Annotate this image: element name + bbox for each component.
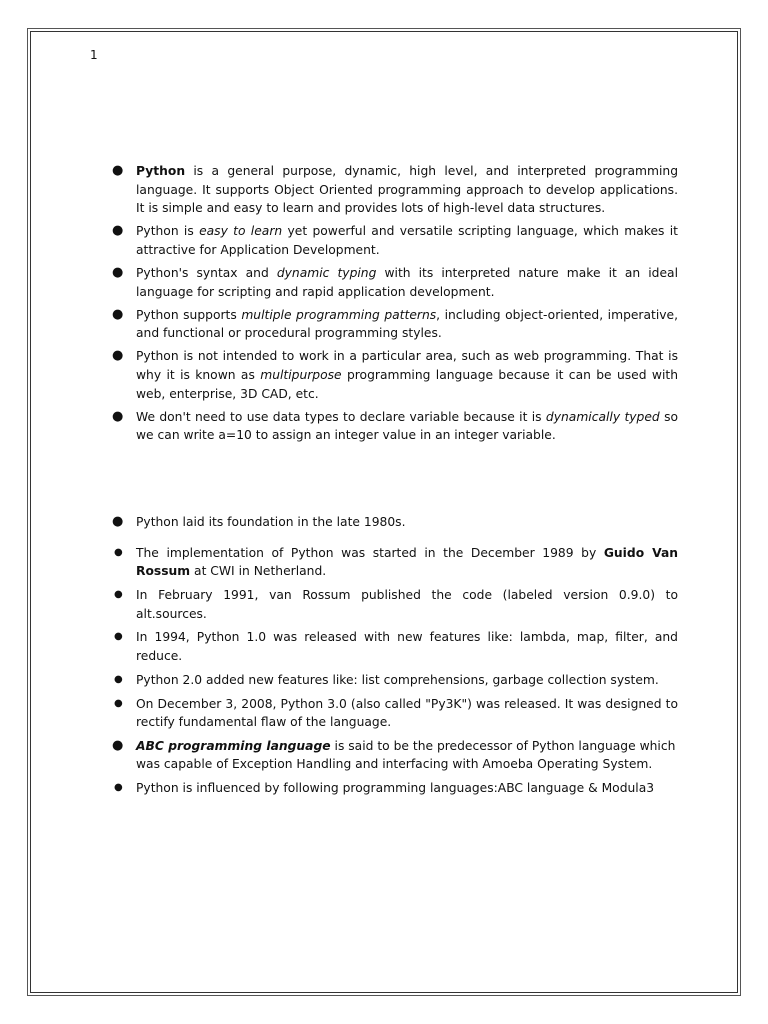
list-item: [112, 264, 678, 301]
text-run: Python supports: [136, 307, 242, 322]
text-run: at CWI in Netherland.: [190, 564, 327, 579]
bullet-icon: ●: [114, 782, 123, 794]
text-run: Python's syntax and: [136, 265, 277, 280]
list-item: [112, 162, 678, 218]
text-run: yet powerful and versatile scripting language, which makes it attractive for Application Development.: [136, 224, 678, 257]
bullet-icon: ●: [112, 306, 124, 322]
text-run: Python 2.0 added new features like: list comprehensions, garbage collection system.: [136, 672, 659, 687]
list-item: [112, 306, 678, 343]
bullet-icon: ●: [114, 631, 123, 643]
text-run: dynamic typing: [276, 265, 377, 280]
list-item: [112, 628, 678, 665]
text-run: so we can write a=10 to assign an integer value in an integer variable.: [136, 409, 678, 443]
text-run: with its interpreted nature make it an ideal language for scripting and rapid application development.: [136, 265, 678, 299]
text-run: dynamically typed: [545, 409, 660, 424]
text-run: , including object-oriented, imperative, and functional or procedural programming styles.: [136, 307, 679, 341]
text-run: easy to learn: [199, 224, 283, 239]
text-run: The implementation of Python was started in the December 1989 by: [136, 545, 604, 560]
text-run: On December 3, 2008, Python 3.0 (also called "Py3K") was released. It was designed to rectify fundamental flaw of the language.: [136, 696, 678, 730]
text-run: multiple programming patterns: [241, 307, 437, 322]
bullet-icon: ●: [114, 697, 123, 709]
text-run: multipurpose: [260, 367, 342, 382]
bullet-icon: ●: [112, 737, 124, 753]
list-item: [112, 347, 678, 403]
text-run: Python is: [136, 224, 200, 239]
list-item: [112, 222, 678, 259]
bullet-icon: ●: [114, 588, 123, 600]
text-run: Python: [136, 164, 186, 178]
text-run: is said to be the predecessor of Python language which was capable of Exception Handling and interfacing with Amoeba Operating System.: [136, 738, 676, 772]
bullet-icon: ●: [114, 546, 123, 558]
list-item: [112, 513, 678, 532]
text-run: programming language because it can be used with web, enterprise, 3D CAD, etc.: [136, 367, 678, 401]
text-run: Guido Van Rossum: [136, 545, 678, 579]
page-number: 1: [90, 48, 98, 62]
bullet-icon: ●: [112, 163, 124, 178]
list-item: [112, 544, 678, 581]
text-run: In February 1991, van Rossum published the code (labeled version 0.9.0) to alt.sources.: [136, 587, 678, 621]
text-run: ABC programming language: [136, 738, 331, 753]
list-item: [112, 586, 678, 623]
text-run: is a general purpose, dynamic, high level, and interpreted programming language. It supports Object Oriented programming approach to develop applications. It is simple and easy to learn and provides lots of high-level data structures.: [136, 164, 678, 216]
text-run: In 1994, Python 1.0 was released with new features like: lambda, map, filter, and reduce.: [136, 630, 678, 663]
text-run: Python is not intended to work in a particular area, such as web programming. That is why it is known as: [136, 349, 678, 382]
python-history-list: [112, 513, 678, 803]
list-item: [112, 737, 678, 774]
bullet-icon: ●: [112, 348, 124, 364]
bullet-icon: ●: [112, 264, 124, 280]
text-run: Python laid its foundation in the late 1980s.: [136, 515, 406, 529]
bullet-icon: ●: [112, 514, 124, 529]
text-run: Python is influenced by following programming languages:ABC language & Modula3: [136, 781, 655, 796]
list-item: [112, 779, 678, 798]
text-run: We don't need to use data types to declare variable because it is: [136, 409, 546, 424]
list-item: [112, 408, 678, 445]
bullet-icon: ●: [112, 408, 124, 424]
list-item: [112, 695, 678, 732]
list-item: [112, 671, 678, 690]
bullet-icon: ●: [114, 673, 123, 685]
python-features-list: [112, 162, 678, 449]
bullet-icon: ●: [112, 223, 124, 239]
